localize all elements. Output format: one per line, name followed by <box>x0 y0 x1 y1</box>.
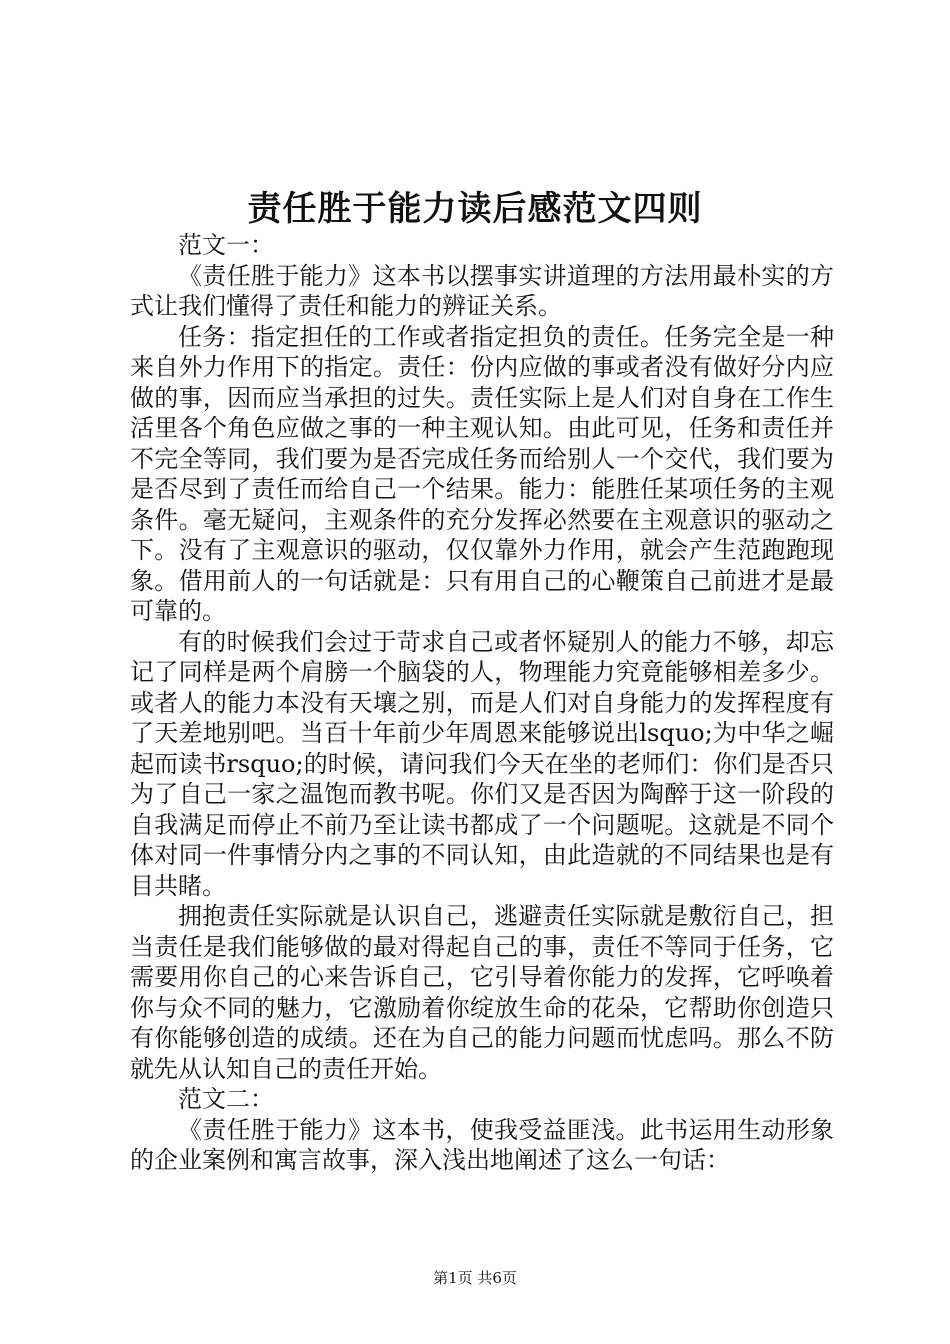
page-footer: 第1页 共6页 <box>433 1269 517 1287</box>
section-heading-2: 范文二： <box>178 1085 274 1113</box>
body-paragraph: 有的时候我们会过于苛求自己或者怀疑别人的能力不够，却忘记了同样是两个肩膀一个脑袋的人，物理能力究竟能够相差多少。或者人的能力本没有天壤之别，而是人们对自身能力的发挥程度有了天差地别吧。当百十年前少年周恩来能够说出lsquo;为中华之崛起而读书rsquo;的时候，请问我们今天在坐的老师们：你们是否只为了自己一家之温饱而教书呢。你们又是否因为陶醉于这一阶段的自我满足而停止不前乃至让读书都成了一个问题呢。这就是不同个体对同一件事情分内之事的不同认知，由此造就的不同结果也是有目共睹。 <box>130 627 834 900</box>
document-title: 责任胜于能力读后感范文四则 <box>247 189 703 229</box>
body-paragraph: 《责任胜于能力》这本书以摆事实讲道理的方法用最朴实的方式让我们懂得了责任和能力的辨证关系。 <box>130 261 834 320</box>
document-body <box>130 230 834 1176</box>
body-paragraph: 《责任胜于能力》这本书，使我受益匪浅。此书运用生动形象的企业案例和寓言故事，深入浅出地阐述了这么一句话： <box>130 1115 834 1174</box>
section-heading-1: 范文一： <box>178 231 274 259</box>
body-paragraph: 拥抱责任实际就是认识自己，逃避责任实际就是敷衍自己，担当责任是我们能够做的最对得起自己的事，责任不等同于任务，它需要用你自己的心来告诉自己，它引导着你能力的发挥，它呼唤着你与众不同的魅力，它激励着你绽放生命的花朵，它帮助你创造只有你能够创造的成绩。还在为自己的能力问题而忧虑吗。那么不防就先从认知自己的责任开始。 <box>130 902 834 1083</box>
body-paragraph: 任务：指定担任的工作或者指定担负的责任。任务完全是一种来自外力作用下的指定。责任：份内应做的事或者没有做好分内应做的事，因而应当承担的过失。责任实际上是人们对自身在工作生活里各个角色应做之事的一种主观认知。由此可见，任务和责任并不完全等同，我们要为是否完成任务而给别人一个交代，我们要为是否尽到了责任而给自己一个结果。能力：能胜任某项任务的主观条件。毫无疑问，主观条件的充分发挥必然要在主观意识的驱动之下。没有了主观意识的驱动，仅仅靠外力作用，就会产生范跑跑现象。借用前人的一句话就是：只有用自己的心鞭策自己前进才是最可靠的。 <box>130 322 834 625</box>
